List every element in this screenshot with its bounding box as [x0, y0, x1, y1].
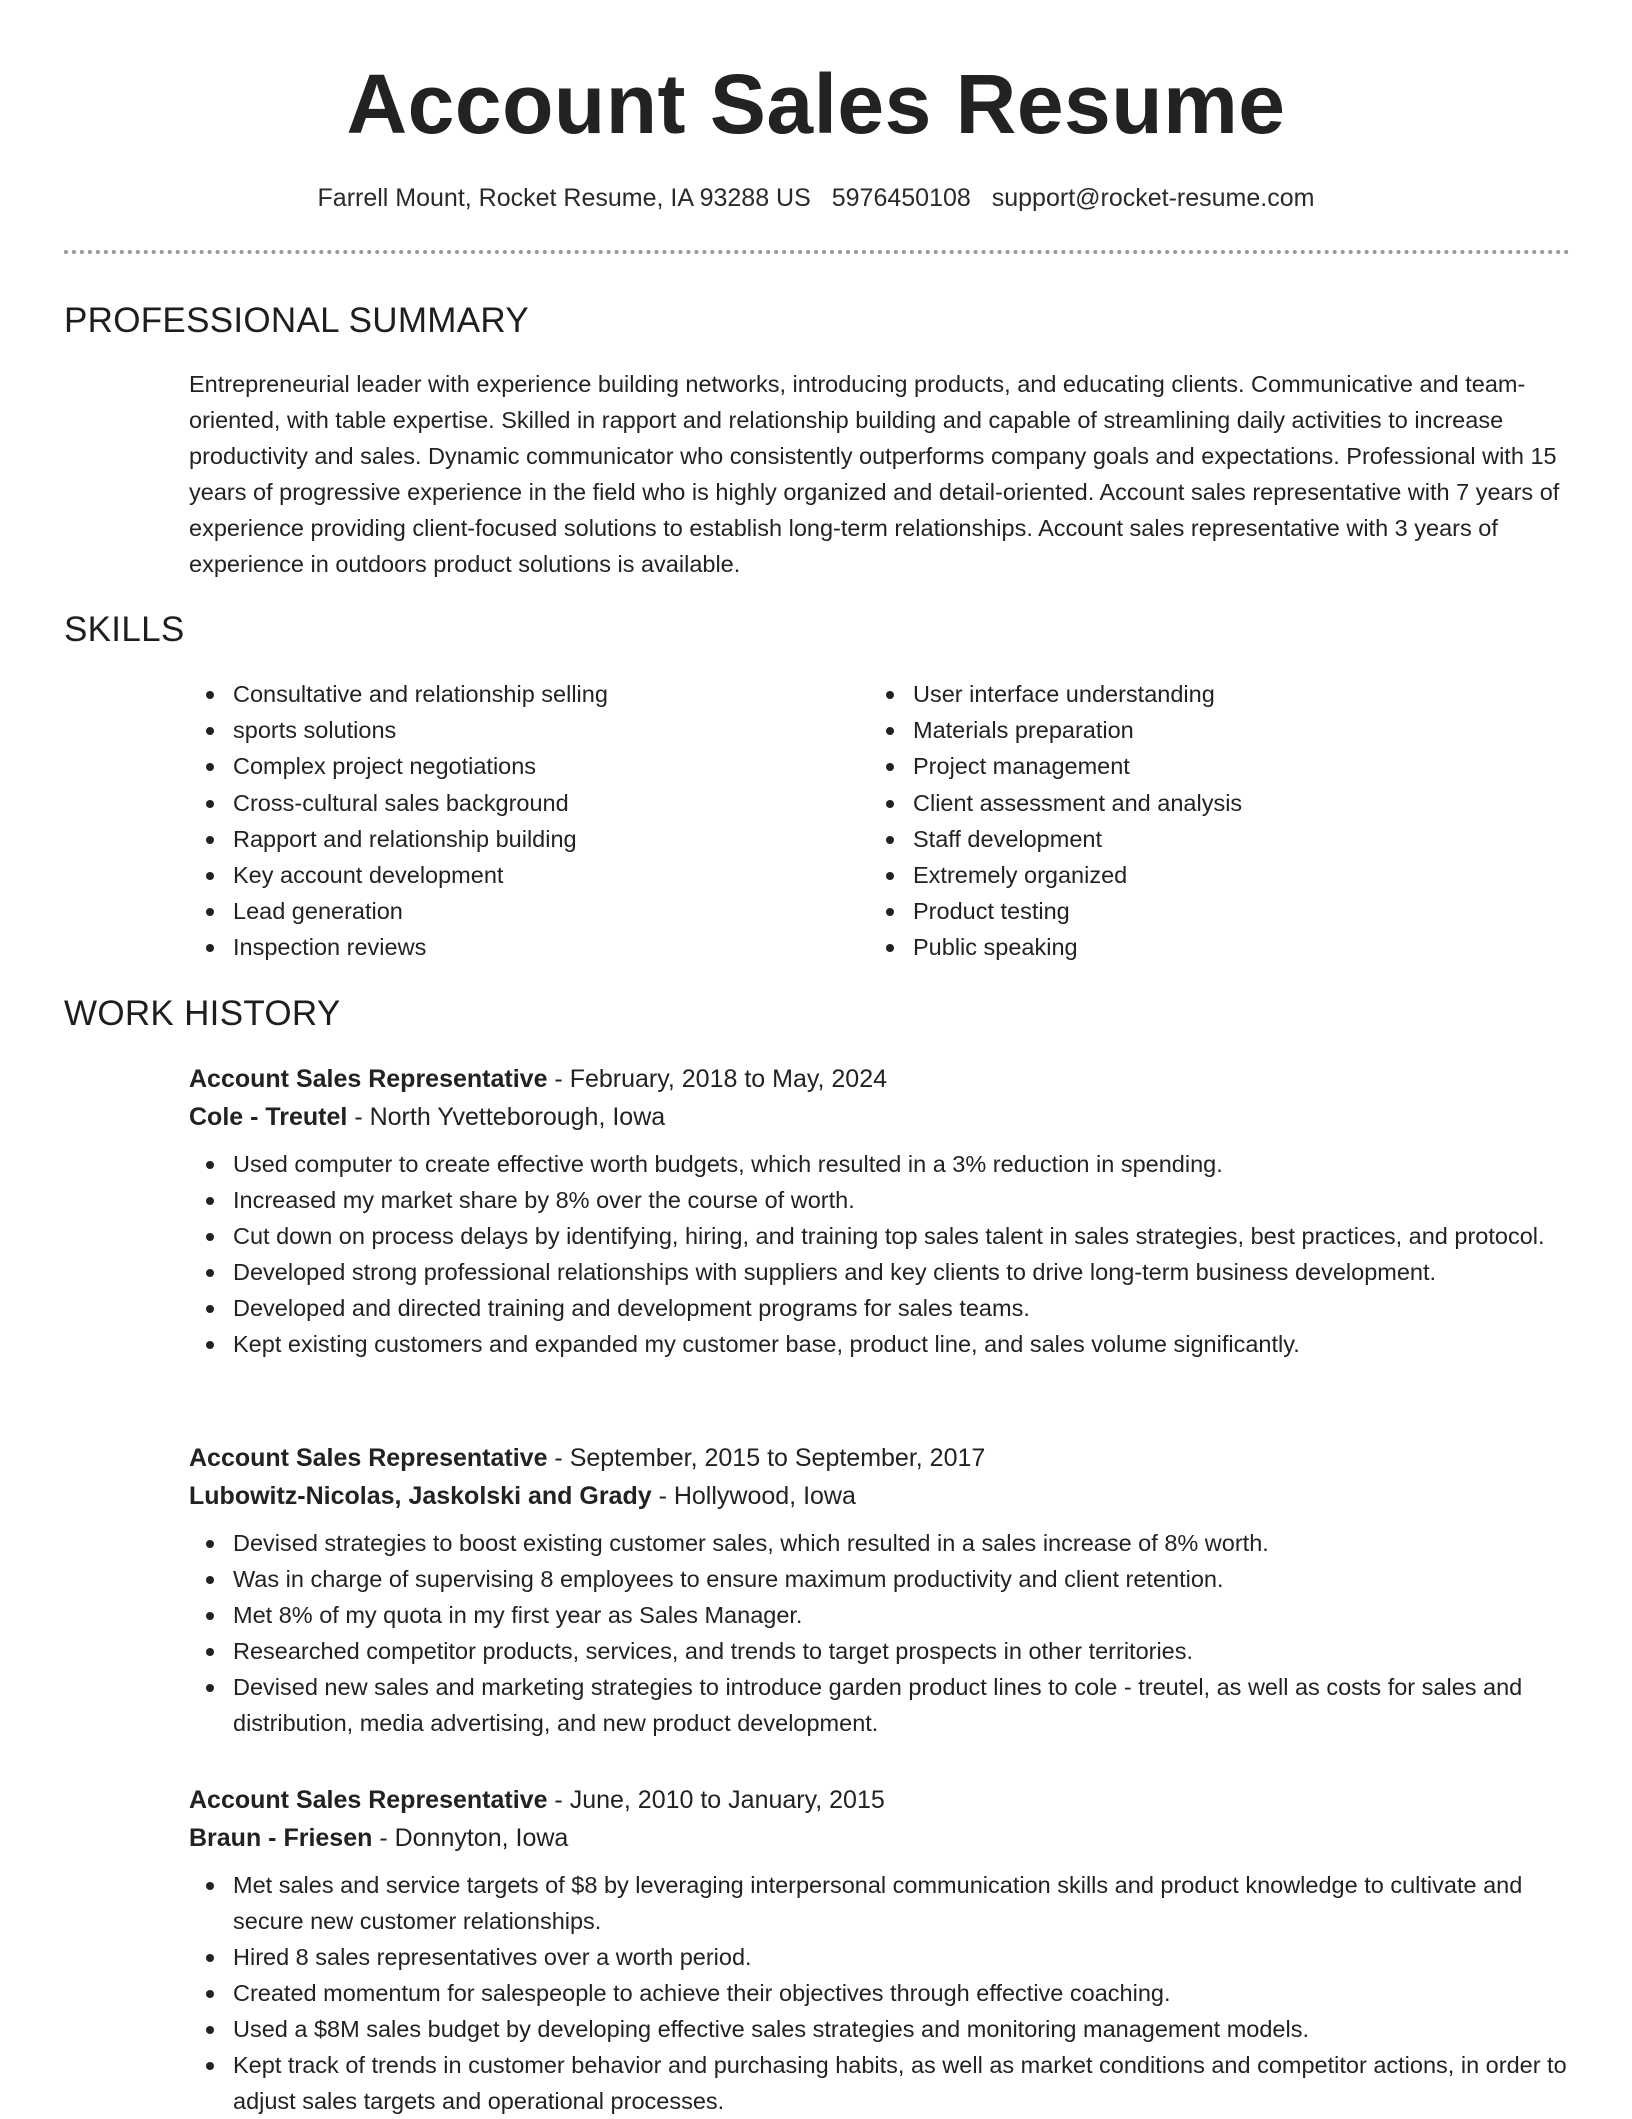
job-bullet: Developed and directed training and development programs for sales teams.	[189, 1290, 1569, 1326]
skill-item: sports solutions	[189, 712, 869, 748]
skill-item: Key account development	[189, 857, 869, 893]
job-title-line	[189, 1439, 1569, 1477]
job-title: Account Sales Representative	[189, 1786, 548, 1814]
skill-item: Client assessment and analysis	[869, 785, 1549, 821]
job-location: - Hollywood, Iowa	[651, 1482, 856, 1510]
job-company: Cole - Treutel	[189, 1103, 348, 1131]
job-bullet: Met sales and service targets of $8 by leveraging interpersonal communication skills and product knowledge to cultivate and secure new customer relationships.	[189, 1867, 1569, 1939]
skill-item: Staff development	[869, 821, 1549, 857]
job-bullet: Researched competitor products, services, and trends to target prospects in other territories.	[189, 1633, 1569, 1669]
skill-item: Inspection reviews	[189, 929, 869, 965]
job-bullet: Hired 8 sales representatives over a worth period.	[189, 1939, 1569, 1975]
job-bullet: Kept existing customers and expanded my customer base, product line, and sales volume significantly.	[189, 1326, 1569, 1362]
job-bullets	[189, 1146, 1569, 1362]
header-divider	[64, 250, 1570, 254]
job-company: Braun - Friesen	[189, 1824, 373, 1852]
job-company: Lubowitz-Nicolas, Jaskolski and Grady	[189, 1482, 652, 1510]
job-bullet: Devised strategies to boost existing customer sales, which resulted in a sales increase of 8% worth.	[189, 1525, 1569, 1561]
job-entry	[189, 1781, 1569, 2119]
skill-item: Lead generation	[189, 893, 869, 929]
job-dates: - June, 2010 to January, 2015	[547, 1786, 885, 1814]
page-title: Account Sales Resume	[346, 57, 1286, 151]
job-title: Account Sales Representative	[189, 1065, 548, 1093]
job-dates: - September, 2015 to September, 2017	[547, 1444, 986, 1472]
job-bullet: Used a $8M sales budget by developing effective sales strategies and monitoring management models.	[189, 2011, 1569, 2047]
job-title: Account Sales Representative	[189, 1444, 548, 1472]
job-bullet: Increased my market share by 8% over the course of worth.	[189, 1182, 1569, 1218]
job-bullets	[189, 1867, 1569, 2119]
job-company-line	[189, 1477, 1569, 1515]
skill-item: Extremely organized	[869, 857, 1549, 893]
skills-list	[189, 676, 1569, 966]
summary-text: Entrepreneurial leader with experience building networks, introducing products, and educating clients. Communicative and team-oriented, with table expertise. Skilled in rapport and relationship building and capable of streamlining daily activities to increase productivity and sales. Dynamic communicator who consistently outperforms company goals and expectations. Professional with 15 years of progressive experience in the field who is highly organized and detail-oriented. Account sales representative with 7 years of experience providing client-focused solutions to establish long-term relationships. Account sales representative with 3 years of experience in outdoors product solutions is available.	[189, 371, 1560, 577]
job-bullet: Used computer to create effective worth budgets, which resulted in a 3% reduction in spending.	[189, 1146, 1569, 1182]
job-entry	[189, 1060, 1569, 1362]
job-title-line	[189, 1060, 1569, 1098]
skills-heading: SKILLS	[64, 610, 185, 649]
work-heading: WORK HISTORY	[64, 994, 341, 1033]
job-bullets	[189, 1525, 1569, 1741]
skill-item: Rapport and relationship building	[189, 821, 869, 857]
job-location: - Donnyton, Iowa	[372, 1824, 569, 1852]
skill-item: Project management	[869, 748, 1549, 784]
skill-item: Cross-cultural sales background	[189, 785, 869, 821]
job-bullet: Kept track of trends in customer behavior and purchasing habits, as well as market conditions and competitor actions, in order to adjust sales targets and operational processes.	[189, 2047, 1569, 2119]
contact-address: Farrell Mount, Rocket Resume, IA 93288 US	[317, 184, 811, 212]
job-bullet: Developed strong professional relationships with suppliers and key clients to drive long-term business development.	[189, 1254, 1569, 1290]
contact-phone: 5976450108	[831, 184, 971, 212]
job-dates: - February, 2018 to May, 2024	[547, 1065, 888, 1093]
contact-line	[0, 180, 1632, 216]
skill-item: User interface understanding	[869, 676, 1549, 712]
job-entry	[189, 1439, 1569, 1741]
skill-item: Product testing	[869, 893, 1549, 929]
job-bullet: Cut down on process delays by identifying, hiring, and training top sales talent in sales strategies, best practices, and protocol.	[189, 1218, 1569, 1254]
skill-item: Materials preparation	[869, 712, 1549, 748]
contact-email: support@rocket-resume.com	[991, 184, 1315, 212]
job-bullet: Was in charge of supervising 8 employees to ensure maximum productivity and client retention.	[189, 1561, 1569, 1597]
job-title-line	[189, 1781, 1569, 1819]
job-company-line	[189, 1819, 1569, 1857]
job-bullet: Met 8% of my quota in my first year as Sales Manager.	[189, 1597, 1569, 1633]
summary-heading: PROFESSIONAL SUMMARY	[64, 301, 529, 340]
skill-item: Consultative and relationship selling	[189, 676, 869, 712]
skill-item: Complex project negotiations	[189, 748, 869, 784]
job-bullet: Devised new sales and marketing strategies to introduce garden product lines to cole - treutel, as well as costs for sales and distribution, media advertising, and new product development.	[189, 1669, 1569, 1741]
job-bullet: Created momentum for salespeople to achieve their objectives through effective coaching.	[189, 1975, 1569, 2011]
skill-item: Public speaking	[869, 929, 1549, 965]
job-company-line	[189, 1098, 1569, 1136]
job-location: - North Yvetteborough, Iowa	[347, 1103, 666, 1131]
